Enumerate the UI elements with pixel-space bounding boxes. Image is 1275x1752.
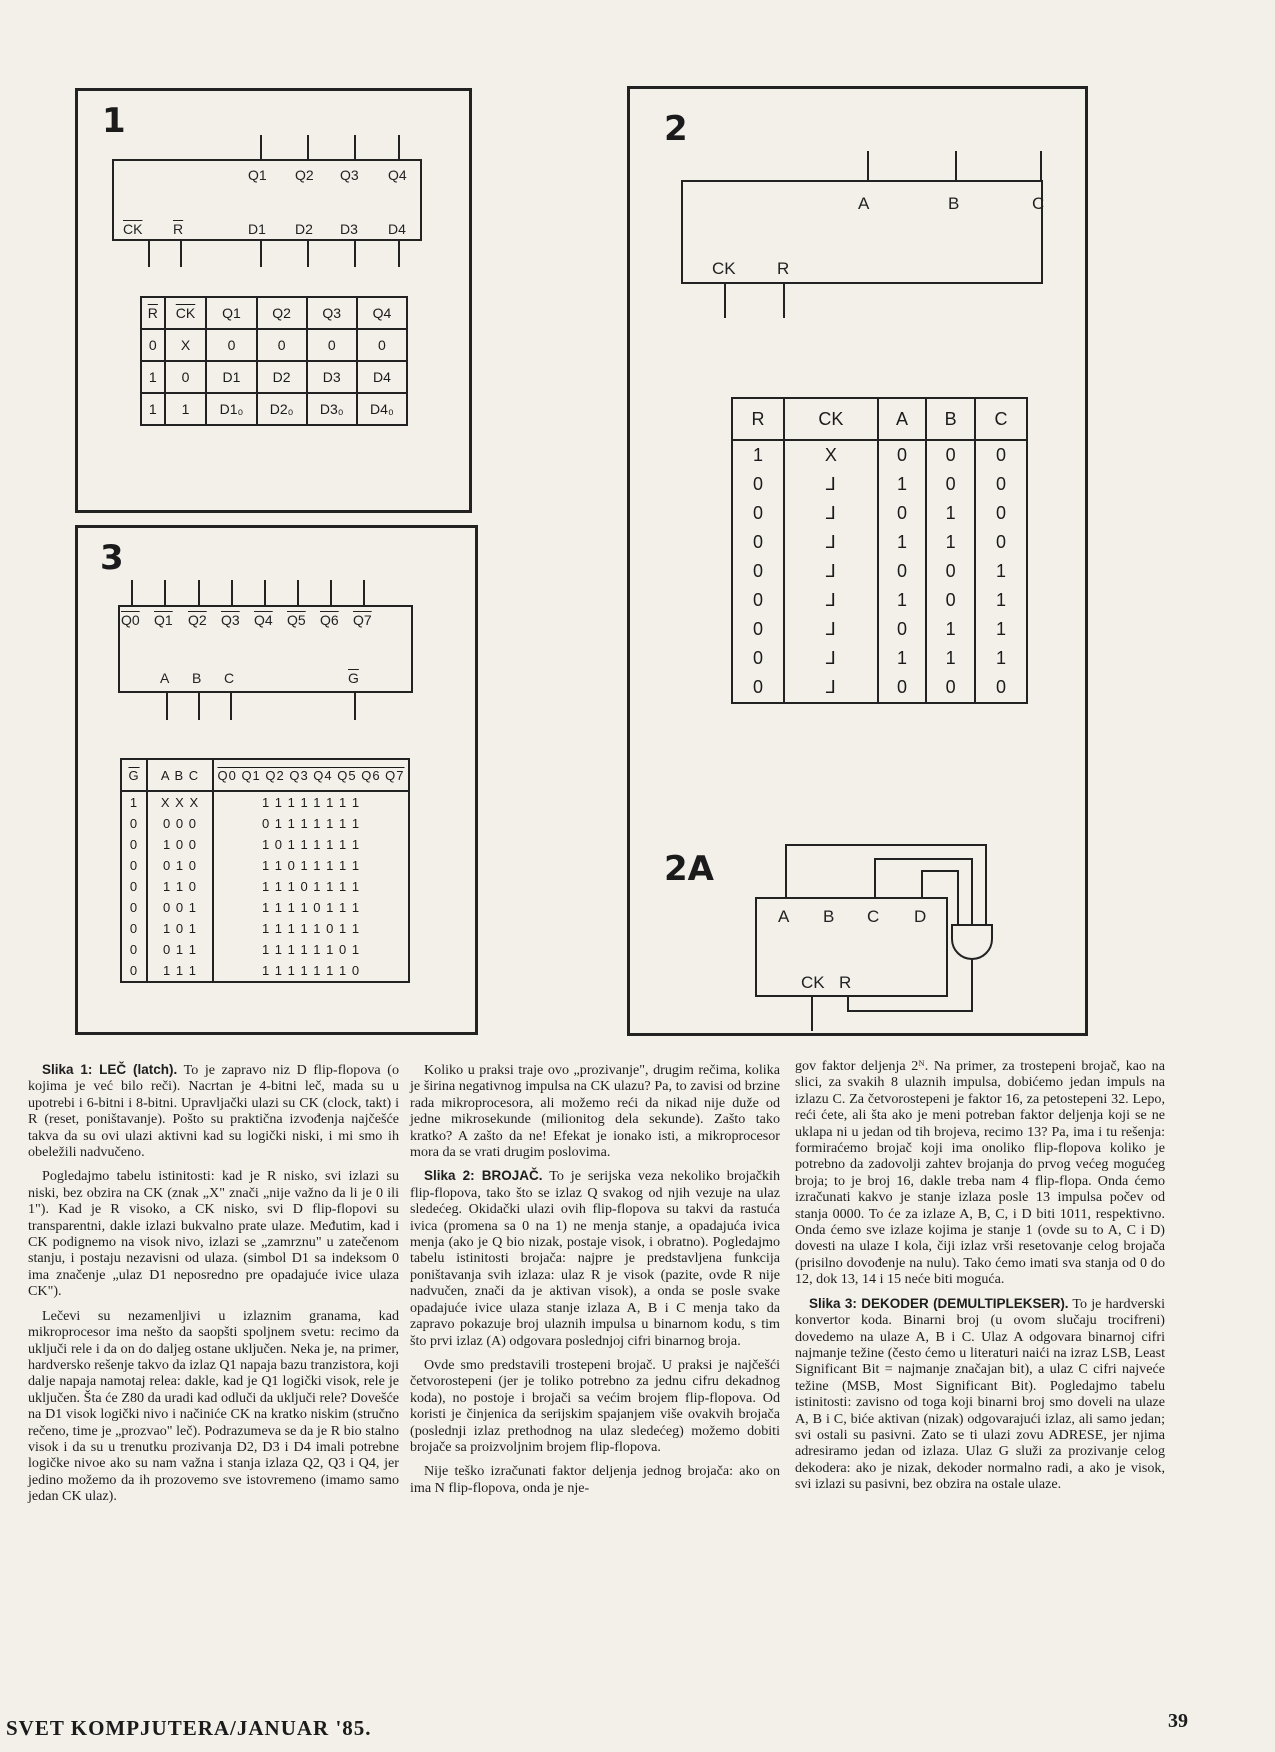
- table-cell: 0: [121, 813, 147, 834]
- table-cell: ⅃: [784, 615, 878, 644]
- table-cell: 1: [926, 644, 975, 673]
- paragraph-text: Pogledajmo tabelu istinitosti: kad je R nisko, svi izlazi su niski, bez obzira na CK (znak „X" znači „nije važno da li je 0 ili 1"). Kad je R visoko, a CK nisko, svi D flip-flopovi su transparentni, dakle izlazi bukvalno prate ulaze. Međutim, kad i CK podignemo na visok nivo, izlazi se „zamrznu" u zatečenom stanju, i postaju nezavisni od ulaza. (simbol D1 sa indeksom 0 ima značenje „ulaz D1 neposredno pre opadajuće ivice ulaza CK").: [28, 1168, 399, 1300]
- table-cell: D1: [206, 361, 256, 393]
- table-header: Q0 Q1 Q2 Q3 Q4 Q5 Q6 Q7: [213, 759, 409, 791]
- table-cell: 0: [121, 960, 147, 982]
- table-cell: 0: [878, 499, 927, 528]
- paragraph: [410, 1357, 780, 1455]
- table-cell: 1: [975, 557, 1027, 586]
- figure-1-panel: [75, 88, 472, 513]
- pin-q2-label: Q2: [295, 167, 314, 183]
- table-cell: D2: [257, 361, 307, 393]
- table-cell: X X X: [147, 791, 213, 813]
- page-number: 39: [1168, 1710, 1188, 1732]
- table-cell: ⅃: [784, 470, 878, 499]
- table-header: A B C: [147, 759, 213, 791]
- table-cell: 0: [878, 673, 927, 703]
- table-cell: 0: [878, 557, 927, 586]
- pin-q1-label: Q1: [154, 612, 173, 628]
- table-cell: 1 1 1: [147, 960, 213, 982]
- table-cell: 1 1 1 1 1 1 1 0: [261, 963, 361, 978]
- pin-q2-label: Q2: [188, 612, 207, 628]
- table-cell: 0: [732, 644, 784, 673]
- table-cell: 1 1 1 1 0 1 1 1: [261, 900, 361, 915]
- pin-d-label: D: [914, 907, 927, 926]
- table-row: [732, 673, 1027, 703]
- table-cell: 1: [975, 586, 1027, 615]
- table-cell: 0: [121, 939, 147, 960]
- latch-chip: [112, 159, 422, 241]
- paragraph: [410, 1463, 780, 1496]
- table-row: [732, 644, 1027, 673]
- table-row: [121, 939, 409, 960]
- table-row: [732, 499, 1027, 528]
- table-cell: ⅃: [784, 586, 878, 615]
- table-cell: 1: [926, 499, 975, 528]
- paragraph-text: Lečevi su nezamenljivi u izlaznim granama, kad mikroprocesor ima nešto da saopšti spoljnem svetu: recimo da uključi rele i da on do daljeg ostane uključen. Neka je, na primer, hardversko rešenje takvo da izlaz Q1 napaja bazu tranzistora, koji dalje napaja namotaj relea: dakle, kad je Q1 logički visok, rele je uključen. Šta će Z80 da uradi kad odluči da uključi rele? Dovešće na D1 visok logički nivo i načiniće CK na kratko niskim (stručno rečeno, time je „prozvao" leč). Podrazumeva se da je R bio stalno visok i da su u trenutku prozivanja D2, D3 i D4 imali potrebne logičke nivoe ako su nam važna i stanja izlaza Q2, Q3 i Q4, jer jedino možemo da ih prozovemo sve istovremeno (imamo samo jedan CK ulaz).: [28, 1307, 399, 1505]
- table-cell: 0: [975, 528, 1027, 557]
- table-cell: 0: [141, 329, 165, 361]
- paragraph-text: To je serijska veza nekoliko brojačkih flip-flopova, tako što se izlaz Q svakog od njih vezuje na ulaz sledećeg. Okidački ulazi ovih flip-flopova su takvi da rastuća ivica (promena sa 0 na 1) ne menja stanje, a opadajuća ivica menja (ako je Q bio nizak, postaje visok, i obratno). Pogledajmo tabelu istinitosti brojača: najpre je predstavljena funkcija poništavanja svih izlaza: ulaz R je visok (pazite, ovde R nije nadvučen, znači da je aktivan visok), a onda se posle svake opadajuće ivice ulaza stanje izlaza A, B i C menja tako da zapravo pokazuje broj ulaznih impulsa u binarnom kodu, s tim što prvi izlaz (A) odgovara poslednjoj cifri binarnog broja.: [410, 1168, 780, 1349]
- pin-q5-label: Q5: [287, 612, 306, 628]
- article-column-2: [410, 1062, 780, 1504]
- table-cell: 0: [878, 615, 927, 644]
- table-header: Q3: [307, 297, 357, 329]
- table-cell: 0: [975, 470, 1027, 499]
- table-cell: 1: [878, 644, 927, 673]
- table-cell: 0: [732, 586, 784, 615]
- pin-r-label: $\overline{R}$: [173, 221, 184, 237]
- table-cell: 0: [206, 329, 256, 361]
- table-cell: 0: [975, 440, 1027, 470]
- table-row: [121, 791, 409, 813]
- table-cell: 0: [357, 329, 407, 361]
- table-cell: 1: [878, 586, 927, 615]
- figure-1-number: 1: [102, 101, 126, 141]
- pin-c-label: C: [224, 670, 235, 686]
- table-header: Q2: [257, 297, 307, 329]
- table-cell: 1 1 1 1 1 0 1 1: [261, 921, 361, 936]
- table-row: [732, 557, 1027, 586]
- table-row: [121, 960, 409, 982]
- table-cell: 0 0 0: [147, 813, 213, 834]
- table-cell: ⅃: [784, 644, 878, 673]
- table-row: [732, 440, 1027, 470]
- table-row: [732, 470, 1027, 499]
- pin-d1-label: D1: [248, 221, 266, 237]
- decoder-truth-table: [120, 758, 410, 983]
- table-cell: 1 0 0: [147, 834, 213, 855]
- paragraph: [795, 1296, 1165, 1493]
- table-cell: 0: [926, 440, 975, 470]
- table-cell: X: [784, 440, 878, 470]
- pin-ck-label: CK: [712, 259, 736, 278]
- table-cell: 1 1 1 0 1 1 1 1: [261, 879, 361, 894]
- paragraph: [28, 1062, 399, 1160]
- pin-ck-label: $\overline{CK}$: [123, 221, 143, 237]
- table-cell: D1₀: [206, 393, 256, 425]
- table-row: [141, 329, 407, 361]
- table-cell: 0: [121, 855, 147, 876]
- paragraph: [410, 1062, 780, 1160]
- table-cell: 1 1 1 1 1 1 0 1: [261, 942, 361, 957]
- pin-q3-label: Q3: [221, 612, 240, 628]
- caption-lead: Slika 3: DEKODER (DEMULTIPLEKSER).: [809, 1295, 1069, 1311]
- table-cell: 1 1 0 1 1 1 1 1: [261, 858, 361, 873]
- paragraph-text: To je zapravo niz D flip-flopova (o kojima je već bilo reči). Nacrtan je 4-bitni leč, mada su u upotrebi i 6-bitni i 8-bitni. Upravljački ulazi su CK (clock, takt) i R (reset, poništavanje). Pošto su praktična izvođenja najčešće takva da su ovi ulazi aktivni kad su logički niski, i mi smo ih obeležili nadvučeno.: [28, 1062, 399, 1161]
- table-header: A: [878, 398, 927, 440]
- magazine-footer: SVET KOMPJUTERA/JANUAR '85.: [6, 1716, 372, 1740]
- table-cell: 1: [975, 615, 1027, 644]
- table-cell: D2₀: [257, 393, 307, 425]
- table-cell: 0: [975, 499, 1027, 528]
- table-row: [121, 918, 409, 939]
- table-cell: 0: [732, 470, 784, 499]
- table-cell: 0 1 1: [147, 939, 213, 960]
- table-cell: 0: [307, 329, 357, 361]
- table-cell: 1: [165, 393, 207, 425]
- table-cell: 0: [975, 673, 1027, 703]
- article-column-3: [795, 1058, 1165, 1501]
- article-column-1: [28, 1062, 399, 1513]
- table-cell: 0: [926, 557, 975, 586]
- table-cell: 0 1 0: [147, 855, 213, 876]
- table-cell: 0: [732, 615, 784, 644]
- table-cell: 1: [878, 470, 927, 499]
- table-cell: D3: [307, 361, 357, 393]
- table-cell: 1 0 1 1 1 1 1 1: [261, 837, 361, 852]
- table-cell: 1: [732, 440, 784, 470]
- figure-2-number: 2: [664, 109, 688, 149]
- table-cell: 0 0 1: [147, 897, 213, 918]
- table-cell: 1: [926, 528, 975, 557]
- table-row: [121, 876, 409, 897]
- table-cell: 0: [257, 329, 307, 361]
- table-header: Q1: [206, 297, 256, 329]
- table-cell: 0 1 1 1 1 1 1 1: [261, 816, 361, 831]
- table-row: [121, 834, 409, 855]
- table-cell: 0: [732, 673, 784, 703]
- table-header: $\overline{R}$: [141, 297, 165, 329]
- paragraph: [410, 1168, 780, 1348]
- caption-lead: Slika 2: BROJAČ.: [424, 1168, 543, 1184]
- table-cell: 1: [141, 393, 165, 425]
- pin-c-label: C: [1032, 194, 1045, 213]
- paragraph: [28, 1308, 399, 1505]
- table-row: [732, 528, 1027, 557]
- table-cell: D4₀: [357, 393, 407, 425]
- pin-b-label: B: [823, 907, 835, 926]
- figure-2a-number: 2A: [664, 849, 714, 889]
- pin-q0-label: Q0: [121, 612, 140, 628]
- paragraph: [795, 1058, 1165, 1288]
- table-cell: ⅃: [784, 557, 878, 586]
- table-cell: ⅃: [784, 528, 878, 557]
- figure-3-panel: [75, 525, 478, 1035]
- table-header: R: [732, 398, 784, 440]
- paragraph-text: Ovde smo predstavili trostepeni brojač. U praksi je najčešći četvorostepeni (jer je toliko potrebno za jednu cifru dekadnog koda), no postoje i brojači sa većim brojem flip-flopova. Od koristi je činjenica da serijskim spajanjem više ovakvih brojača (poslednji izlaz prethodnog na ulaz sledećeg) možemo dobiti brojače sa proizvoljnim brojem flip-flopova.: [410, 1356, 780, 1455]
- table-row: [121, 855, 409, 876]
- table-header: B: [926, 398, 975, 440]
- table-cell: 0: [926, 673, 975, 703]
- pin-a-label: A: [160, 670, 170, 686]
- table-row: [141, 361, 407, 393]
- pin-g-label: $\overline{G}$: [348, 670, 359, 686]
- table-cell: D4: [357, 361, 407, 393]
- pin-q6-label: Q6: [320, 612, 339, 628]
- table-cell: 1: [121, 791, 147, 813]
- pin-ck-label: CK: [801, 973, 825, 992]
- table-header: $\overline{G}$: [121, 759, 147, 791]
- table-header: Q4: [357, 297, 407, 329]
- pin-d2-label: D2: [295, 221, 313, 237]
- table-header: CK: [784, 398, 878, 440]
- paragraph-text: Koliko u praksi traje ovo „prozivanje", drugim rečima, kolika je širina negativnog impulsa na CK ulazu? Pa, to zavisi od brzine rada mikroprocesora, ali možemo reći da nikad nije duže od jedne mikrosekunde (milionitog dela sekunde). Zašto tako kratko? A zašto da ne! Efekat je ionako isti, a mikroprocesor mora da se vrati drugim poslovima.: [410, 1062, 780, 1161]
- pin-b-label: B: [192, 670, 202, 686]
- table-row: [121, 813, 409, 834]
- table-cell: ⅃: [784, 499, 878, 528]
- table-cell: 0: [926, 586, 975, 615]
- paragraph-text: gov faktor deljenja 2ᴺ. Na primer, za trostepeni brojač, kao na slici, za svakih 8 ulaznih impulsa, dobićemo jedan impuls na izlazu C. Za četvorostepeni je faktor 16, za petostepeni 32. Lepo, reći ćete, ali šta ako je meni potreban faktor deljenja koji se ne uklapa ni u jedan od tih brojeva, recimo 13? Pa, ima i tu rešenja: formiraćemo brojač koji ima onoliko flip-flopova koliko je potrebno da zadovolji zahtev brojanja do prvog većeg mogućeg broja; to je broj 16, dakle treba nam 4 flip-flopa. Onda ćemo izračunati kakvo je stanje izlaza posle 13 impulsa počev od stanja 0000. To će za izlaze A, B, C, i D biti 1011, respektivno. Onda ćemo sve izlaze kojima je stanje 1 (ovde su to A, C i D) dovesti na ulaze I kola, čiji izlaz vrši resetovanje celog brojača (prisilno dovođenje na nulu). Tako ćemo imati sva stanja od 0 do 12, dok 13, 14 i 15 neće biti moguća.: [795, 1058, 1165, 1288]
- table-cell: 0: [878, 440, 927, 470]
- pin-q4-label: Q4: [388, 167, 407, 183]
- table-cell: 0: [926, 470, 975, 499]
- table-row: [732, 586, 1027, 615]
- table-cell: 1: [975, 644, 1027, 673]
- table-row: [121, 897, 409, 918]
- paragraph: [28, 1168, 399, 1299]
- pin-r-label: R: [777, 259, 790, 278]
- table-row: [732, 615, 1027, 644]
- table-cell: 0: [732, 557, 784, 586]
- table-cell: 0: [121, 918, 147, 939]
- latch-truth-table: [140, 296, 408, 426]
- table-cell: 0: [165, 361, 207, 393]
- pin-r-label: R: [839, 973, 852, 992]
- pin-b-label: B: [948, 194, 960, 213]
- table-header: C: [975, 398, 1027, 440]
- table-cell: 1 1 1 1 1 1 1 1: [261, 795, 361, 810]
- pin-q4-label: Q4: [254, 612, 273, 628]
- table-cell: 0: [732, 528, 784, 557]
- pin-q3-label: Q3: [340, 167, 359, 183]
- paragraph-text: Nije teško izračunati faktor deljenja jednog brojača: ako on ima N flip-flopova, onda je nje-: [410, 1463, 780, 1496]
- table-cell: 0: [121, 876, 147, 897]
- pin-a-label: A: [778, 907, 790, 926]
- table-cell: X: [165, 329, 207, 361]
- pin-d4-label: D4: [388, 221, 406, 237]
- paragraph-text: To je hardverski konvertor koda. Binarni broj (u ovom slučaju trocifreni) dovedemo na ulaze A, B i C. Ulaz A odgovara binarnoj cifri najmanje težine (često ćemo u literaturi naići na izraz LSB, Least Significant Bit = najmanje značajan bit), a ulaz C cifri najveće težine (MSB, Most Significant Bit). Pogledajmo tabelu istinitosti: zavisno od toga koji binarni broj smo doveli na ulaze A, B i C, biće aktivan (nizak) odgovarajući izlaz, ali samo jedan; svi ostali su pasivni. Zato se ti ulazi zovu ADRESE, jer njima adresiramo jedan od izlaza. Ulaz G služi za prozivanje celog dekodera: ako je nizak, dekoder normalno radi, a ako je visok, svi izlazi su pasivni, bez obzira na ostale ulaze.: [795, 1295, 1165, 1493]
- table-cell: D3₀: [307, 393, 357, 425]
- table-cell: 1: [878, 528, 927, 557]
- table-cell: 1 1 0: [147, 876, 213, 897]
- pin-c-label: C: [867, 907, 880, 926]
- table-cell: 1 0 1: [147, 918, 213, 939]
- pin-q7-label: Q7: [353, 612, 372, 628]
- table-cell: 0: [121, 897, 147, 918]
- table-cell: 1: [926, 615, 975, 644]
- table-header: $\overline{CK}$: [165, 297, 207, 329]
- counter-truth-table: [731, 397, 1028, 704]
- table-row: [141, 393, 407, 425]
- caption-lead: Slika 1: LEČ (latch).: [42, 1062, 178, 1077]
- pin-a-label: A: [858, 194, 870, 213]
- pin-d3-label: D3: [340, 221, 358, 237]
- figure-2-panel: [627, 86, 1088, 1036]
- table-cell: 1: [141, 361, 165, 393]
- pin-q1-label: Q1: [248, 167, 267, 183]
- table-cell: 0: [732, 499, 784, 528]
- table-cell: ⅃: [784, 673, 878, 703]
- table-cell: 0: [121, 834, 147, 855]
- figure-3-number: 3: [100, 538, 124, 578]
